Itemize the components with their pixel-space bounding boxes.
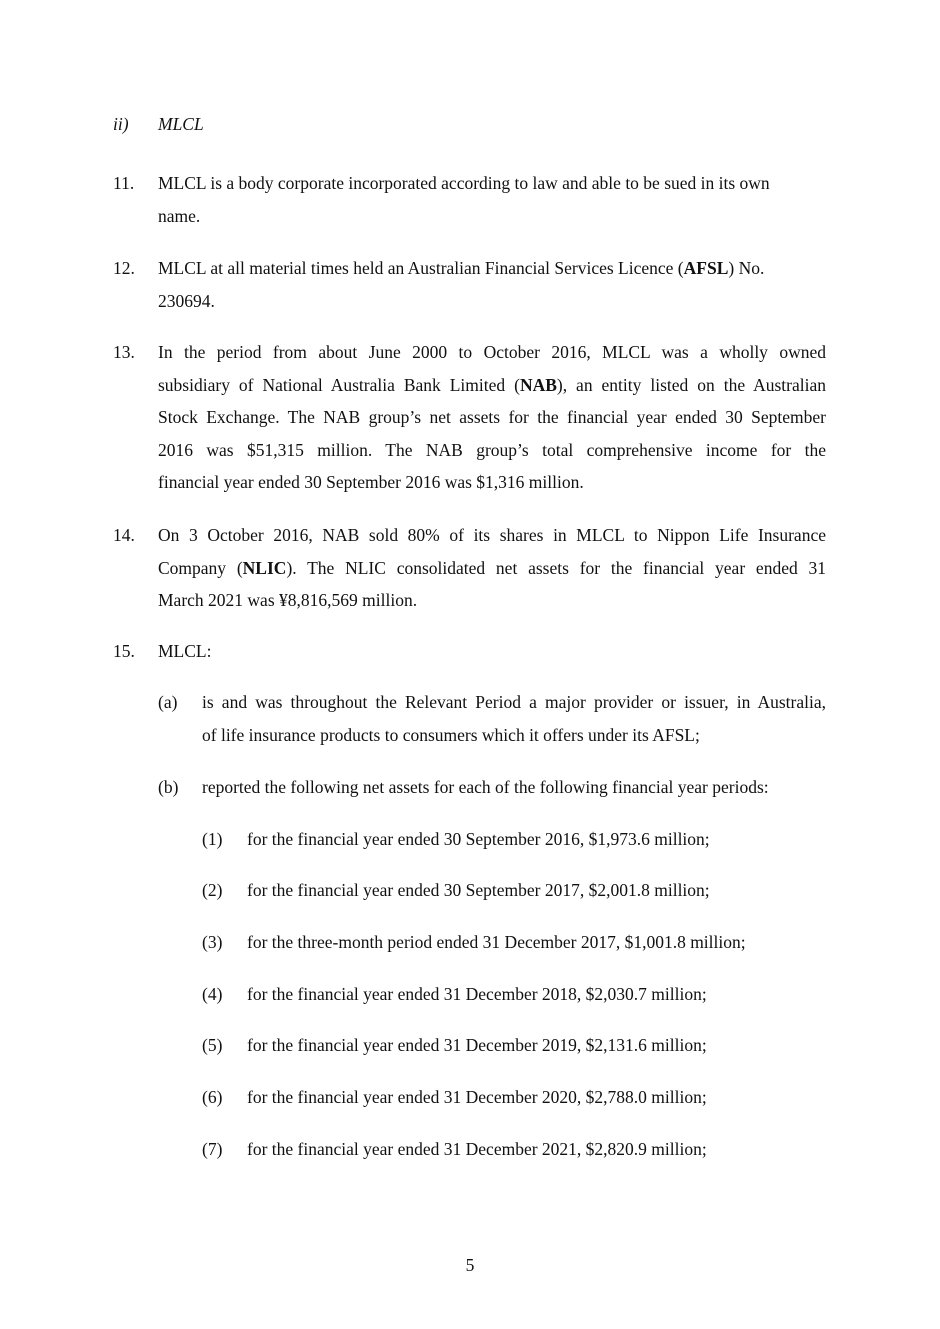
paragraph-11-line-2: name. — [158, 205, 201, 226]
paragraph-14-line-3: March 2021 was ¥8,816,569 million. — [158, 590, 418, 610]
section-heading-title: MLCL — [158, 114, 204, 134]
paragraph-13-line-1: In the period from about June 2000 to October 2016, MLCL was a wholly owned — [158, 342, 826, 362]
paragraph-12-line-1: MLCL at all material times held an Australian Financial Services Licence (AFSL) No. — [158, 258, 765, 278]
net-assets-label-5: (5) — [202, 1035, 223, 1055]
paragraph-13-line-4: 2016 was $51,315 million. The NAB group’s total comprehensive income for the — [158, 439, 826, 460]
paragraph-number-15: 15. — [113, 641, 135, 661]
net-assets-label-4: (4) — [202, 984, 223, 1004]
paragraph-13-line-3: Stock Exchange. The NAB group’s net assets for the financial year ended 30 September — [158, 407, 826, 427]
net-assets-label-3: (3) — [202, 932, 223, 952]
paragraph-13-line-5: financial year ended 30 September 2016 was $1,316 million. — [158, 472, 584, 492]
paragraph-number-11: 11. — [113, 173, 135, 193]
net-assets-item-5: for the financial year ended 31 December 2019, $2,131.6 million; — [247, 1035, 707, 1055]
paragraph-13 — [158, 336, 826, 499]
net-assets-item-3: for the three-month period ended 31 December 2017, $1,001.8 million; — [247, 932, 746, 952]
defined-term-nlic: NLIC — [242, 557, 287, 578]
paragraph-14-line-1: On 3 October 2016, NAB sold 80% of its shares in MLCL to Nippon Life Insurance — [158, 525, 826, 545]
paragraph-number-12: 12. — [113, 258, 135, 278]
net-assets-label-6: (6) — [202, 1087, 223, 1107]
page-number: 5 — [465, 1255, 475, 1275]
paragraph-15: MLCL: — [158, 641, 212, 661]
net-assets-item-7: for the financial year ended 31 December 2021, $2,820.9 million; — [247, 1139, 707, 1159]
net-assets-item-2: for the financial year ended 30 September 2017, $2,001.8 million; — [247, 880, 710, 900]
paragraph-12-line-2: 230694. — [158, 290, 215, 311]
net-assets-item-4: for the financial year ended 31 December 2018, $2,030.7 million; — [247, 984, 707, 1004]
paragraph-11 — [158, 167, 826, 232]
net-assets-label-1: (1) — [202, 829, 223, 849]
paragraph-11-line-1: MLCL is a body corporate incorporated according to law and able to be sued in its own — [158, 173, 770, 193]
defined-term-nab: NAB — [519, 374, 557, 395]
section-heading-number: ii) — [113, 114, 129, 134]
paragraph-number-14: 14. — [113, 525, 135, 545]
paragraph-14-line-2: Company (NLIC). The NLIC consolidated net assets for the financial year ended 31 — [158, 557, 826, 578]
net-assets-label-2: (2) — [202, 880, 223, 900]
sub-item-b: reported the following net assets for each of the following financial year periods: — [202, 777, 769, 797]
sub-item-a-line-1: is and was throughout the Relevant Period a major provider or issuer, in Australia, — [202, 692, 826, 712]
net-assets-item-1: for the financial year ended 30 September 2016, $1,973.6 million; — [247, 829, 710, 849]
sub-item-label-a: (a) — [158, 692, 178, 712]
net-assets-label-7: (7) — [202, 1139, 223, 1159]
defined-term-afsl: AFSL — [683, 258, 729, 278]
sub-item-a-line-2: of life insurance products to consumers which it offers under its AFSL; — [202, 724, 700, 745]
paragraph-12 — [158, 252, 826, 317]
sub-item-a — [202, 686, 826, 751]
sub-item-label-b: (b) — [158, 777, 179, 797]
paragraph-14 — [158, 519, 826, 617]
paragraph-number-13: 13. — [113, 342, 135, 362]
net-assets-item-6: for the financial year ended 31 December 2020, $2,788.0 million; — [247, 1087, 707, 1107]
paragraph-13-line-2: subsidiary of National Australia Bank Limited (NAB), an entity listed on the Australian — [158, 374, 826, 395]
